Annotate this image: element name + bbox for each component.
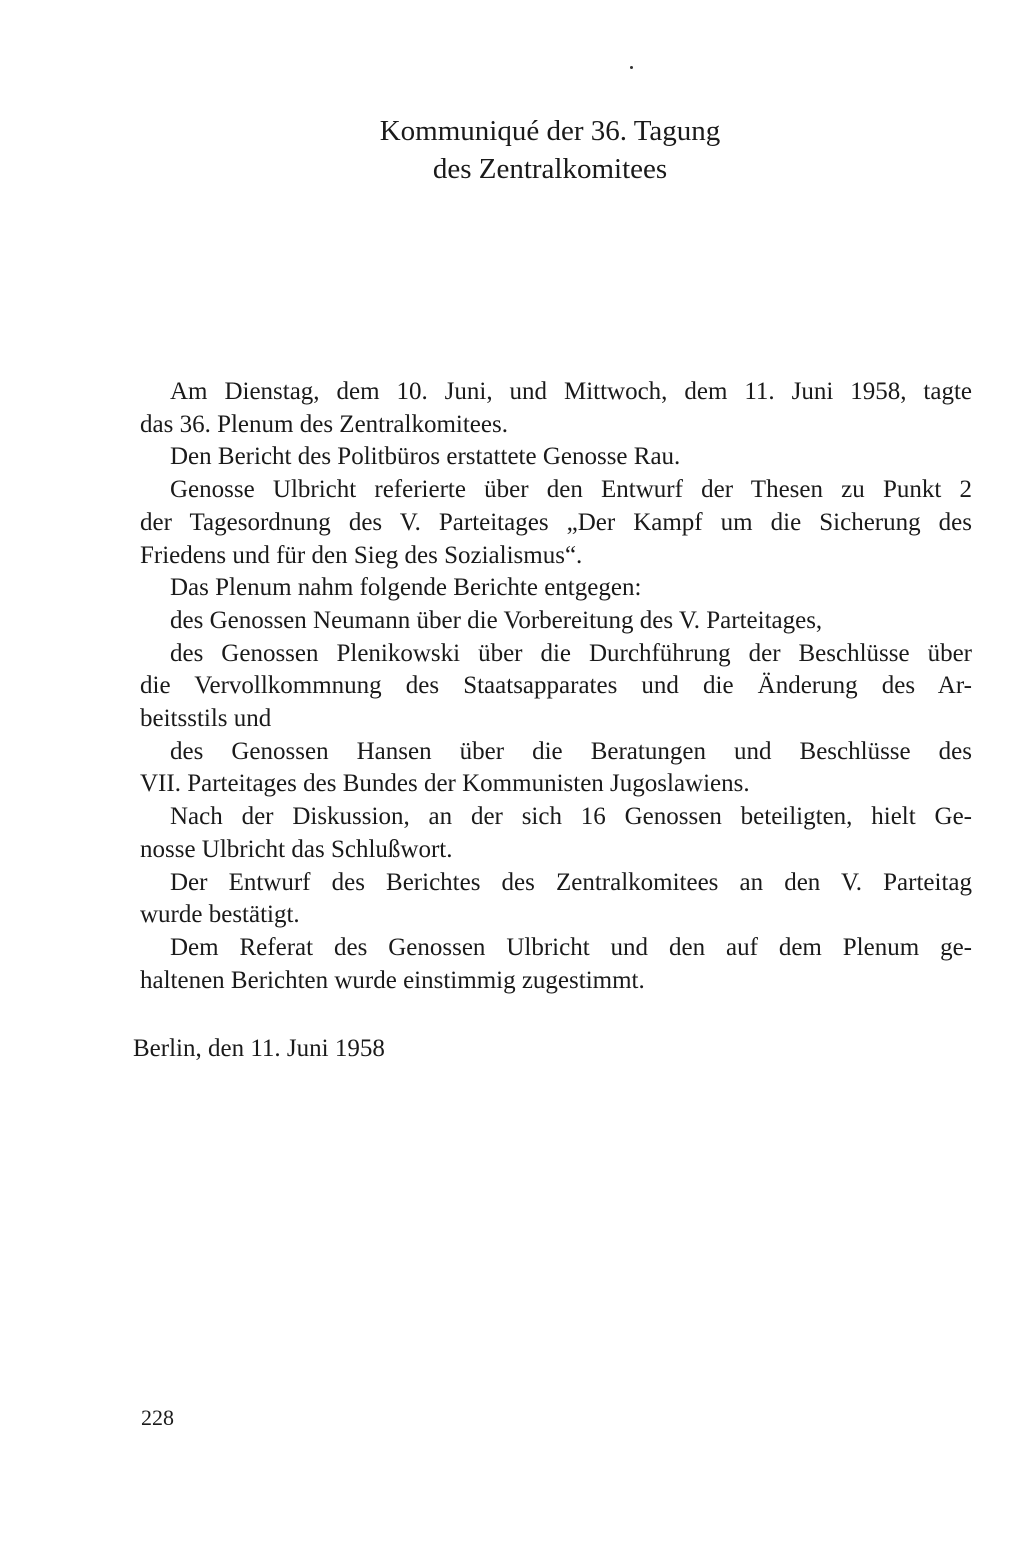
body-line: haltenen Berichten wurde einstimmig zugestimmt. [140, 966, 645, 994]
body-line: das 36. Plenum des Zentralkomitees. [140, 410, 508, 438]
title-line-1: Kommuniqué der 36. Tagung [379, 115, 721, 147]
body-line: VII. Parteitages des Bundes der Kommunisten Jugoslawiens. [140, 770, 750, 798]
body-line: Friedens und für den Sieg des Sozialismus“. [140, 541, 583, 569]
body-line: Der Entwurf des Berichtes des Zentralkomitees an den V. Parteitag [170, 868, 972, 896]
body-line: beitsstils und [140, 705, 272, 733]
dateline: Berlin, den 11. Juni 1958 [133, 1035, 385, 1062]
body-line: der Tagesordnung des V. Parteitages „Der Kampf um die Sicherung des [140, 508, 972, 536]
body-line: Dem Referat des Genossen Ulbricht und den auf dem Plenum ge- [170, 933, 972, 961]
title-line-2: des Zentralkomitees [432, 153, 668, 185]
communique-body [140, 376, 972, 997]
document-title [240, 112, 860, 188]
body-line: Das Plenum nahm folgende Berichte entgegen: [170, 574, 642, 602]
body-line: Den Bericht des Politbüros erstattete Genosse Rau. [170, 443, 681, 471]
body-line: Genosse Ulbricht referierte über den Entwurf der Thesen zu Punkt 2 [170, 476, 972, 504]
body-line: des Genossen Neumann über die Vorbereitung des V. Parteitages, [170, 606, 823, 634]
print-speck [630, 66, 633, 69]
body-line: des Genossen Plenikowski über die Durchführung der Beschlüsse über [170, 639, 972, 667]
page-number: 228 [141, 1405, 174, 1430]
body-line: nosse Ulbricht das Schlußwort. [140, 835, 453, 863]
body-line: wurde bestätigt. [140, 901, 300, 929]
body-line: Am Dienstag, dem 10. Juni, und Mittwoch, dem 11. Juni 1958, tagte [170, 378, 972, 405]
body-line: die Vervollkommnung des Staatsapparates und die Änderung des Ar- [140, 672, 972, 700]
body-line: des Genossen Hansen über die Beratungen und Beschlüsse des [170, 737, 972, 765]
body-line: Nach der Diskussion, an der sich 16 Genossen beteiligten, hielt Ge- [170, 803, 972, 831]
